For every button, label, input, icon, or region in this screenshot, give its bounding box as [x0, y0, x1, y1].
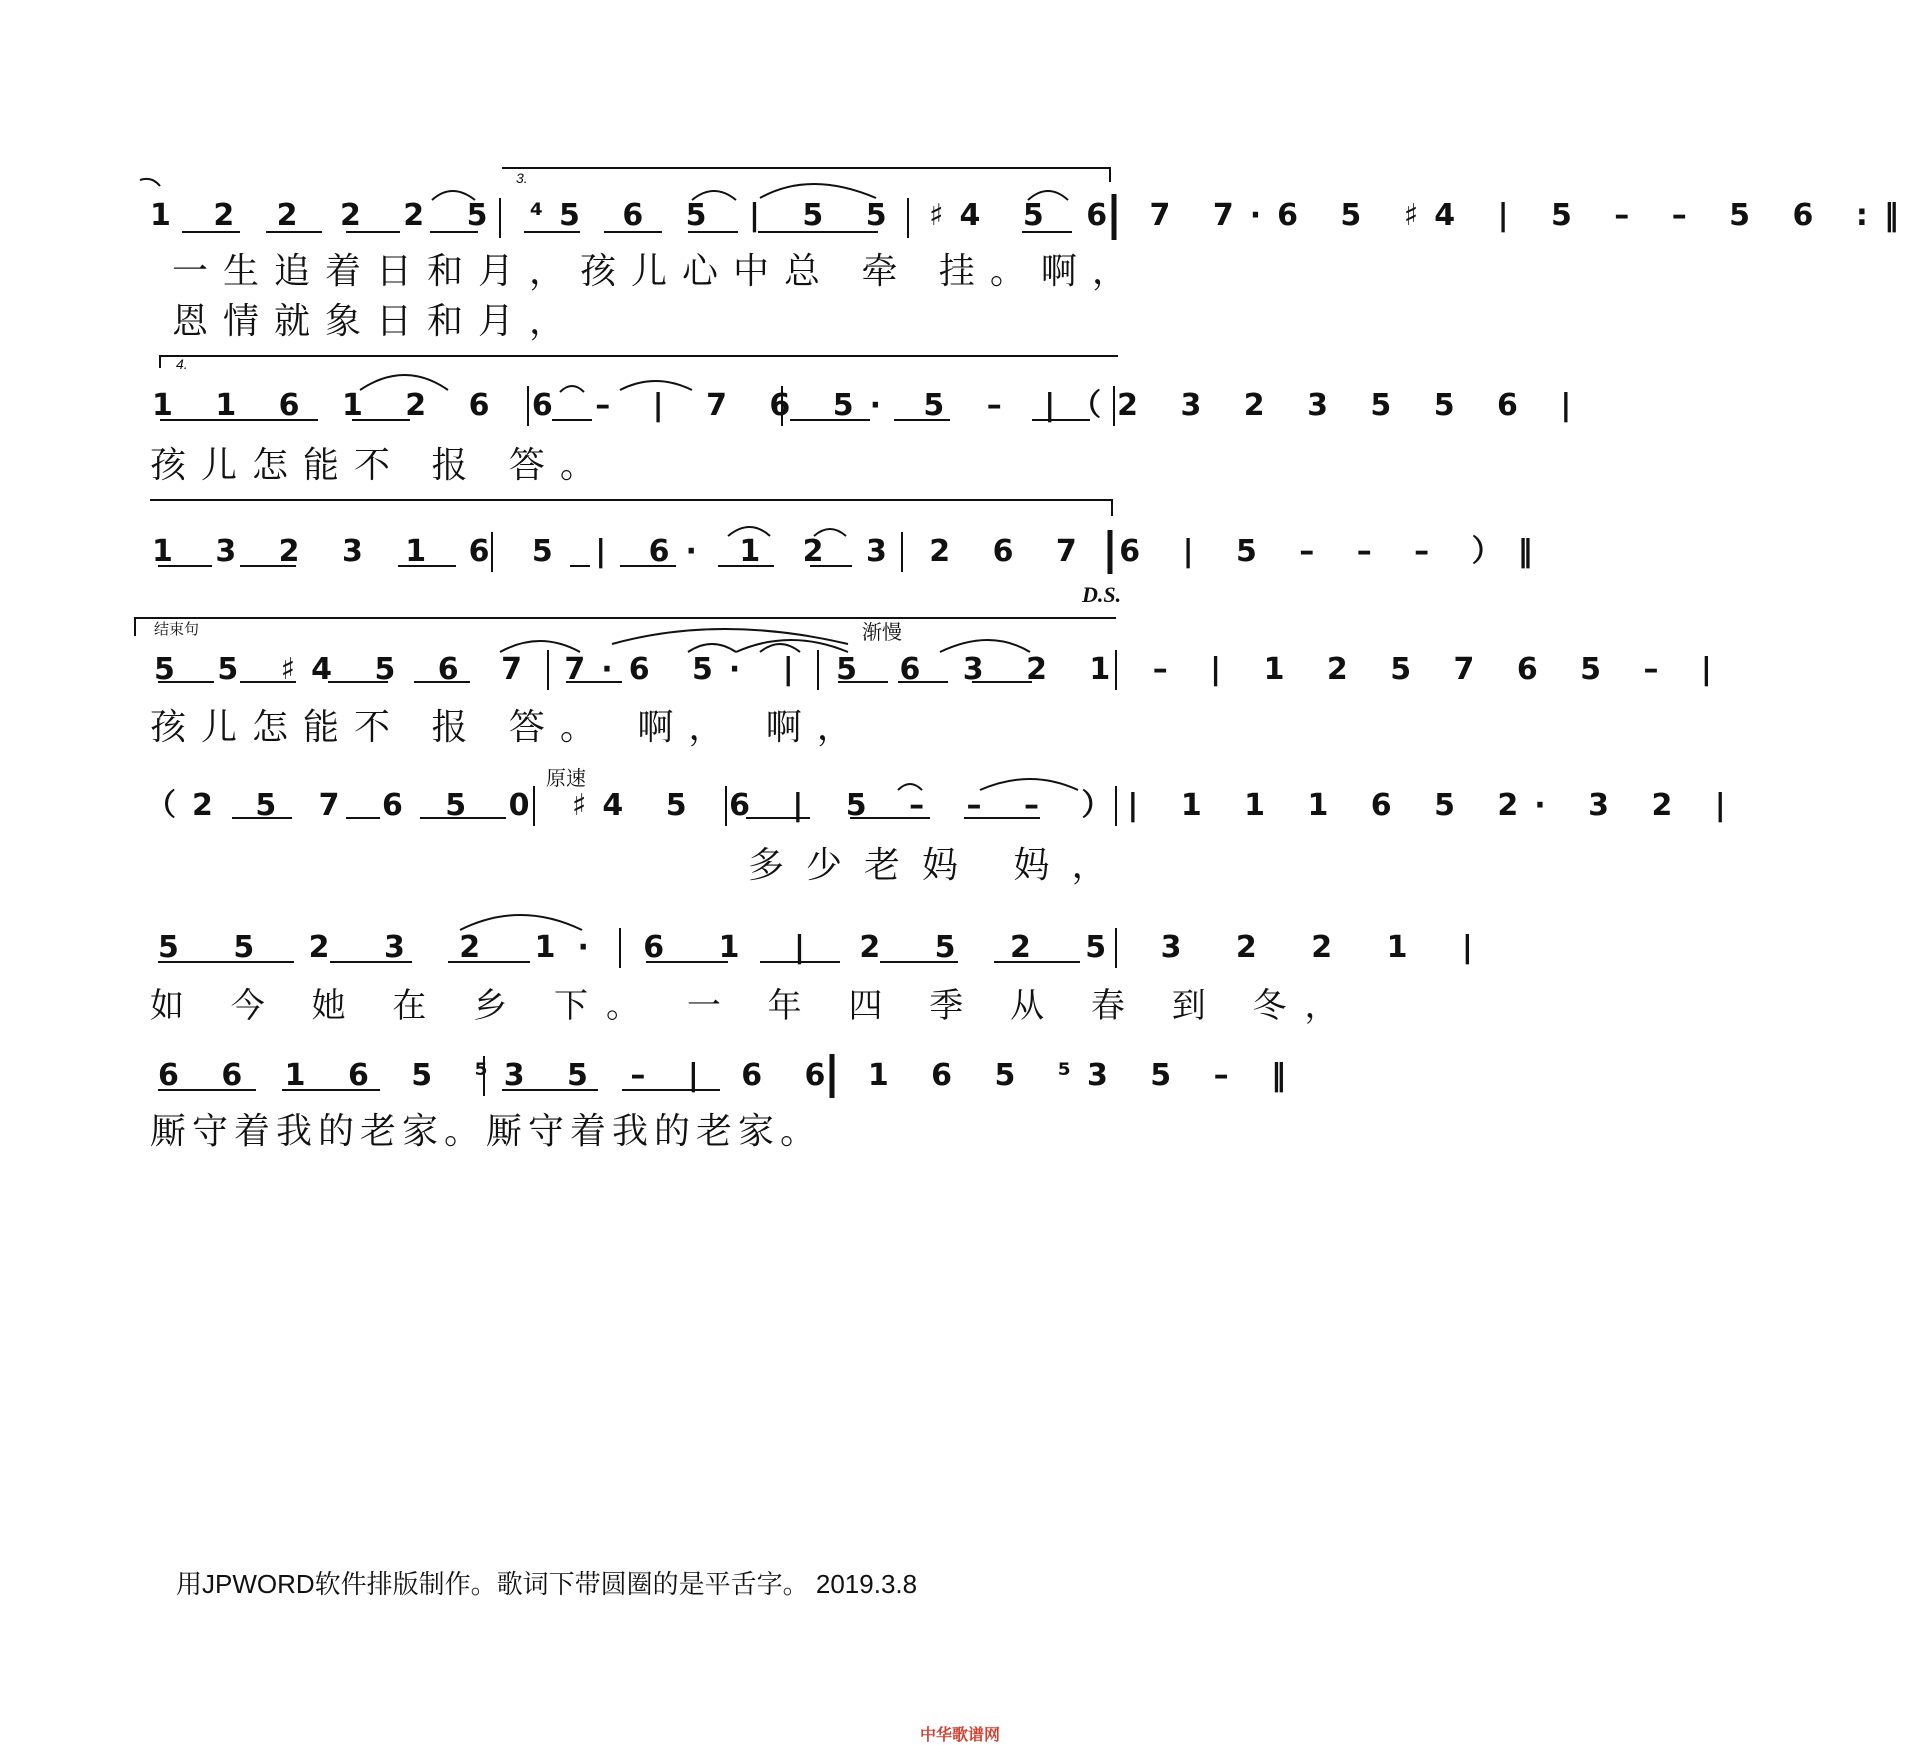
notes-system-3: 1 3 2 3 1 6 5 | 6· 1 2 3 2 6 7 6 | 5 – – – ）‖ [152, 534, 1549, 569]
volta-3: 3. [516, 170, 528, 186]
tempo-primo: 原速 [546, 768, 586, 790]
lyrics-system-1-line-1: 一生追着日和月，孩儿心中总 牵 挂。啊， [172, 251, 1143, 292]
notes-system-4: 5 5 ♯4 5 6 7 7·6 5· | 5 6 3 2 1 – | 1 2 5 7 6 5 – | [154, 652, 1728, 687]
notes-system-5: （2 5 7 6 5 0 ♯4 5 6 | 5 – – – ）| 1 1 1 6 5 2· 3 2 | [146, 788, 1742, 823]
ending-label: 结束句 [154, 621, 200, 638]
tempo-ritardando: 渐慢 [862, 622, 902, 644]
footer-note: 用JPWORD软件排版制作。歌词下带圆圈的是平舌字。 2019.3.8 [176, 1569, 918, 1599]
lyrics-system-2: 孩儿怎能不 报 答。 [150, 445, 611, 486]
notes-system-2: 1 1 6 1 2 6 6 – | 7 6 5· 5 – |（2 3 2 3 5 5 6 | [152, 388, 1588, 423]
notes-system-1: 1 2 2 2 2 5 ⁴5 6 5 | 5 5 ♯4 5 6 7 7·6 5 ♯4 | 5 – – 5 6 :‖ [150, 198, 1915, 233]
volta-4: 4. [176, 356, 188, 372]
lyrics-system-6: 如 今 她 在 乡 下。 一 年 四 季 从 春 到 冬， [150, 986, 1357, 1026]
watermark [920, 1722, 1000, 1745]
lyrics-system-5: 多少老妈 妈， [748, 845, 1130, 886]
notes-system-7: 6 6 1 6 5 ⁵3 5 – | 6 6 1 6 5 ⁵3 5 – ‖ [158, 1058, 1303, 1093]
notes-system-6: 5 5 2 3 2 1· 6 1 | 2 5 2 5 3 2 2 1 | [158, 930, 1495, 965]
lyrics-system-4: 孩儿怎能不 报 答。 啊， 啊， [150, 707, 868, 748]
ds-marking: D.S. [1082, 582, 1122, 607]
lyrics-system-1-line-2: 恩情就象日和月， [172, 301, 581, 342]
watermark-text: 中华歌谱网 [920, 1727, 1001, 1744]
lyrics-system-7: 厮守着我的老家。厮守着我的老家。 [150, 1111, 823, 1152]
